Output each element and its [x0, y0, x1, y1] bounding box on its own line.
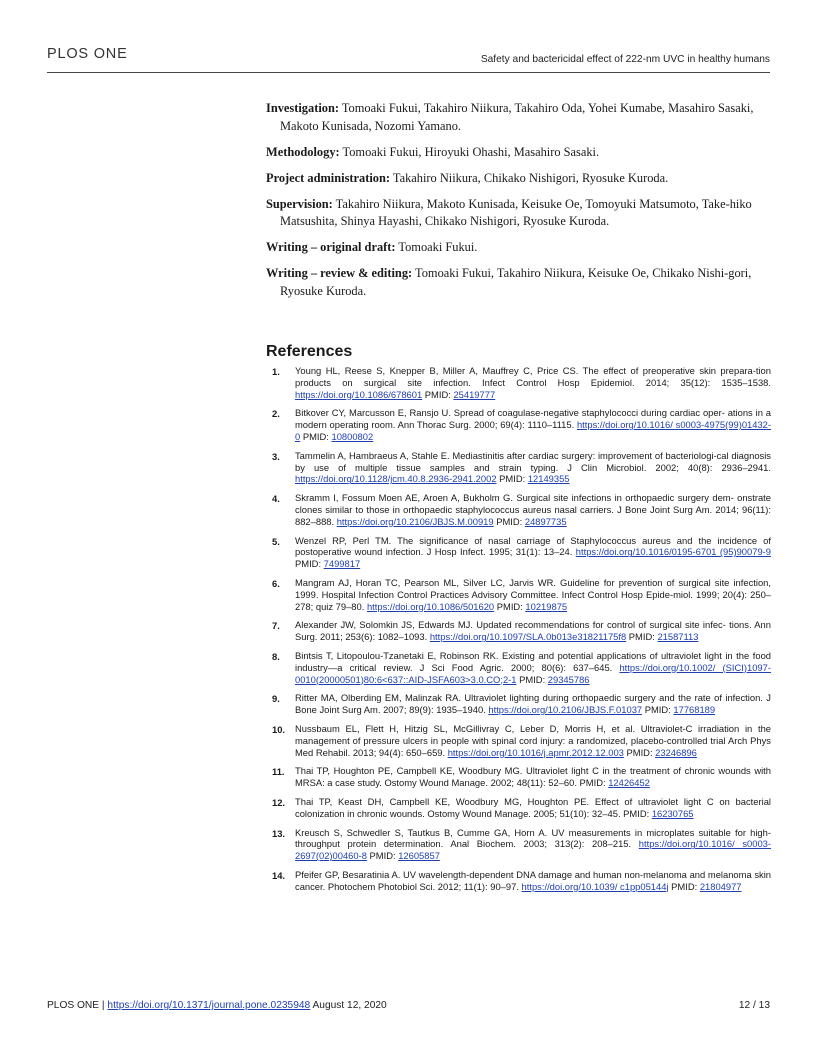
reference-doi-link[interactable]: https://doi.org/10.1016/j.apmr.2012.12.003 [447, 746, 624, 758]
reference-number: 3. [272, 450, 280, 462]
reference-text: Kreusch S, Schwedler S, Tautkus B, Cumme GA, Horn A. UV measurements in microplates suitable for high-throughput protein determination. Anal Biochem. 2003; 313(2): 208–215. [295, 826, 771, 850]
contribution-role: Methodology: [266, 144, 340, 159]
contribution-original-draft [266, 239, 762, 257]
reference-text: Tammelin A, Hambraeus A, Stahle E. Mediastinitis after cardiac surgery: improvement of bacteriologi-cal diagnosis by use of multiple tissue samples and strain typing. J Clin Microbiol. 2002; 40(8): 2936–2941. [295, 449, 771, 473]
reference-item [266, 619, 771, 643]
reference-doi-link[interactable]: https://doi.org/10.2106/JBJS.F.01037 [488, 704, 643, 716]
journal-name: PLOS ONE [47, 46, 128, 62]
contribution-names: Takahiro Niikura, Makoto Kunisada, Keisuke Oe, Tomoyuki Matsumoto, Take-hiko Matsushita, Shinya Hayashi, Chikako Nishigori, Ryosuke Kuroda. [280, 196, 752, 228]
reference-number: 1. [272, 366, 280, 377]
reference-doi-link[interactable]: https://doi.org/10.1016/ s0003-2697(02)00460-8 [295, 838, 772, 862]
reference-item [266, 535, 771, 570]
reference-number: 6. [272, 577, 280, 589]
reference-item [266, 407, 771, 442]
reference-item [266, 723, 771, 758]
reference-pmid-label: PMID: [424, 388, 451, 400]
reference-body [295, 827, 771, 862]
reference-number: 4. [272, 493, 280, 505]
page-number: 12 / 13 [738, 1000, 770, 1011]
reference-pmid-link[interactable]: 25419777 [453, 388, 496, 400]
reference-body [295, 650, 771, 685]
contribution-role: Writing – review & editing: [266, 266, 413, 280]
reference-item [266, 650, 771, 685]
contribution-supervision [266, 196, 762, 231]
reference-body [295, 796, 771, 820]
contribution-investigation [266, 100, 762, 135]
reference-pmid-link[interactable]: 21587113 [657, 631, 699, 643]
contribution-role: Writing – original draft: [266, 240, 396, 254]
reference-text: Alexander JW, Solomkin JS, Edwards MJ. Updated recommendations for control of surgical site infec- tions. Ann Surg. 2011; 253(6): 1082–1093. [295, 619, 771, 643]
contribution-project-administration [266, 170, 762, 188]
reference-pmid-link[interactable]: 24897735 [524, 515, 567, 527]
reference-pmid-label: PMID: [302, 430, 329, 442]
reference-text: Wenzel RP, Perl TM. The significance of nasal carriage of Staphylococcus aureus and the incidence of postoperative wound infection. J Hosp Infect. 1995; 31(1): 13–24. [295, 534, 771, 558]
reference-text: Nussbaum EL, Flett H, Hitzig SL, McGillivray C, Leber D, Morris H, et al. Ultraviolet-C irradiation in the management of pressure ulcers in people with spinal cord injury: a randomized, placebo-controlled trial Arch Phys Med Rehabil. 2013; 94(4): 650–659. [295, 722, 771, 758]
reference-pmid-label: PMID: [496, 515, 523, 527]
reference-item [266, 765, 771, 789]
reference-pmid-label: PMID: [295, 558, 322, 570]
reference-text: Bitkover CY, Marcusson E, Ransjo U. Spread of coagulase-negative staphylococci during cardiac oper- ations in a modern operating room. Ann Thorac Surg. 2000; 69(4): 1110–1115. [295, 407, 771, 431]
reference-item [266, 450, 771, 485]
reference-body [295, 492, 771, 527]
reference-body [295, 577, 771, 612]
reference-body [295, 407, 771, 442]
reference-body [295, 869, 771, 893]
reference-item [266, 365, 771, 400]
reference-item [266, 692, 771, 716]
author-contributions [266, 100, 762, 309]
reference-pmid-link[interactable]: 7499817 [323, 558, 361, 570]
footer-date: August 12, 2020 [312, 1000, 387, 1011]
contribution-review-editing [266, 265, 762, 300]
contribution-names: Tomoaki Fukui, Hiroyuki Ohashi, Masahiro Sasaki. [342, 144, 600, 159]
reference-pmid-link[interactable]: 10219875 [525, 600, 568, 612]
reference-pmid-label: PMID: [496, 600, 523, 612]
reference-item [266, 827, 771, 862]
reference-doi-link[interactable]: https://doi.org/10.1039/ c1pp05144j [521, 880, 669, 892]
running-title: Safety and bactericidal effect of 222-nm UVC in healthy humans [480, 54, 770, 65]
contribution-names: Tomoaki Fukui. [398, 240, 478, 254]
footer-journal: PLOS ONE | [47, 1000, 105, 1011]
reference-text: Thai TP, Houghton PE, Campbell KE, Woodbury MG. Ultraviolet light C in the treatment of chronic wounds with MRSA: a case study. Ostomy Wound Manage. 2002; 48(11): 52–60. [295, 765, 771, 789]
reference-pmid-link[interactable]: 23246896 [655, 746, 697, 758]
reference-doi-link[interactable]: https://doi.org/10.1002/ (SICI)1097-0010(20000501)80:6<637::AID-JSFA603>3.0.CO;2-1 [295, 661, 771, 685]
reference-text: Young HL, Reese S, Knepper B, Miller A, Mauffrey C, Price CS. The effect of preoperative skin prepara-tion products on surgical site infection. Infect Control Hosp Epidemiol. 2014; 35(12): 1535–1538. [295, 365, 771, 388]
reference-pmid-label: PMID: [369, 850, 396, 862]
reference-number: 13. [272, 827, 286, 839]
reference-text: Mangram AJ, Horan TC, Pearson ML, Silver LC, Jarvis WR. Guideline for prevention of surgical site infection, 1999. Hospital Infection Control Practices Advisory Committee. Infect Control Hosp Epide-miol. 1999; 20(4): 250–278; quiz 79–80. [295, 576, 771, 612]
reference-doi-link[interactable]: https://doi.org/10.1016/ s0003-4975(99)01432-0 [295, 419, 772, 442]
contribution-names: Takahiro Niikura, Chikako Nishigori, Ryosuke Kuroda. [392, 170, 669, 185]
references-heading: References [266, 343, 353, 360]
reference-pmid-label: PMID: [671, 880, 698, 892]
reference-doi-link[interactable]: https://doi.org/10.1086/501620 [366, 600, 495, 612]
reference-number: 12. [272, 796, 286, 808]
reference-pmid-link[interactable]: 12605857 [398, 850, 440, 862]
reference-number: 2. [272, 408, 280, 420]
reference-doi-link[interactable]: https://doi.org/10.1016/0195-6701 (95)90079-9 [575, 546, 771, 558]
contribution-role: Investigation: [266, 101, 339, 115]
reference-item [266, 577, 771, 612]
reference-body [295, 765, 771, 789]
reference-pmid-label: PMID: [499, 473, 526, 485]
reference-text: Thai TP, Keast DH, Campbell KE, Woodbury MG, Houghton PE. Effect of ultraviolet light C on bacterial colonization in chronic wounds. Ostomy Wound Manage. 2005; 51(10): 32–45. [295, 795, 771, 819]
footer-doi-link[interactable]: https://doi.org/10.1371/journal.pone.0235948 [107, 1000, 311, 1011]
reference-body [295, 535, 771, 570]
reference-pmid-link[interactable]: 12426452 [608, 777, 650, 789]
header-divider [47, 72, 770, 73]
reference-item [266, 492, 771, 527]
reference-text: Pfeifer GP, Besaratinia A. UV wavelength-dependent DNA damage and human non-melanoma and melanoma skin cancer. Photochem Photobiol Sci. 2012; 11(1): 90–97. [295, 868, 771, 892]
reference-text: Ritter MA, Olberding EM, Malinzak RA. Ultraviolet lighting during orthopaedic surgery and the rate of infection. J Bone Joint Surg Am. 2007; 89(9): 1935–1940. [295, 692, 771, 716]
reference-pmid-label: PMID: [623, 807, 650, 819]
reference-text: Skramm I, Fossum Moen AE, Aroen A, Bukholm G. Surgical site infections in orthopaedic surgery dem- onstrate clones similar to those in orthopaedic staphylococcus aureus nasal carriers. J Bone Joint Surg Am. 2014; 96(11): 882–888. [295, 492, 771, 527]
reference-number: 8. [272, 650, 280, 662]
contribution-role: Project administration: [266, 170, 390, 185]
contribution-names: Tomoaki Fukui, Takahiro Niikura, Keisuke Oe, Chikako Nishi-gori, Ryosuke Kuroda. [280, 266, 752, 298]
reference-pmid-label: PMID: [519, 673, 546, 685]
reference-doi-link[interactable]: https://doi.org/10.1097/SLA.0b013e31821175f8 [429, 631, 627, 643]
reference-number: 7. [272, 620, 280, 632]
reference-text: Bintsis T, Litopoulou-Tzanetaki E, Robinson RK. Existing and potential applications of ultraviolet light in the food industry—a critical review. J Sci Food Agric. 2000; 80(6): 637–645. [295, 649, 771, 673]
reference-pmid-link[interactable]: 10800802 [331, 430, 374, 442]
reference-number: 14. [272, 869, 286, 881]
reference-doi-link[interactable]: https://doi.org/10.2106/JBJS.M.00919 [336, 515, 494, 527]
reference-pmid-link[interactable]: 12149355 [527, 473, 570, 485]
reference-number: 10. [272, 723, 286, 735]
reference-body [295, 723, 771, 758]
reference-doi-link[interactable]: https://doi.org/10.1086/678601 [295, 388, 423, 400]
reference-item [266, 796, 771, 820]
reference-list [266, 365, 771, 899]
contribution-names: Tomoaki Fukui, Takahiro Niikura, Takahiro Oda, Yohei Kumabe, Masahiro Sasaki, Makoto Kunisada, Nozomi Yamano. [280, 101, 754, 133]
contribution-role: Supervision: [266, 196, 333, 211]
reference-body [295, 365, 771, 400]
reference-pmid-label: PMID: [644, 704, 671, 716]
reference-body [295, 450, 771, 485]
reference-body [295, 692, 771, 716]
reference-body [295, 619, 771, 643]
reference-pmid-link[interactable]: 17768189 [673, 704, 716, 716]
reference-pmid-link[interactable]: 29345786 [547, 673, 590, 685]
reference-pmid-label: PMID: [579, 777, 606, 789]
page-footer [47, 1000, 387, 1013]
reference-pmid-link[interactable]: 16230765 [651, 807, 694, 819]
reference-doi-link[interactable]: https://doi.org/10.1128/jcm.40.8.2936-2941.2002 [295, 473, 497, 485]
reference-pmid-label: PMID: [626, 746, 653, 758]
reference-pmid-label: PMID: [628, 631, 655, 643]
reference-number: 11. [272, 766, 285, 778]
reference-pmid-link[interactable]: 21804977 [699, 880, 742, 892]
reference-number: 5. [272, 535, 280, 547]
reference-number: 9. [272, 693, 280, 705]
contribution-methodology [266, 144, 762, 162]
reference-item [266, 869, 771, 893]
